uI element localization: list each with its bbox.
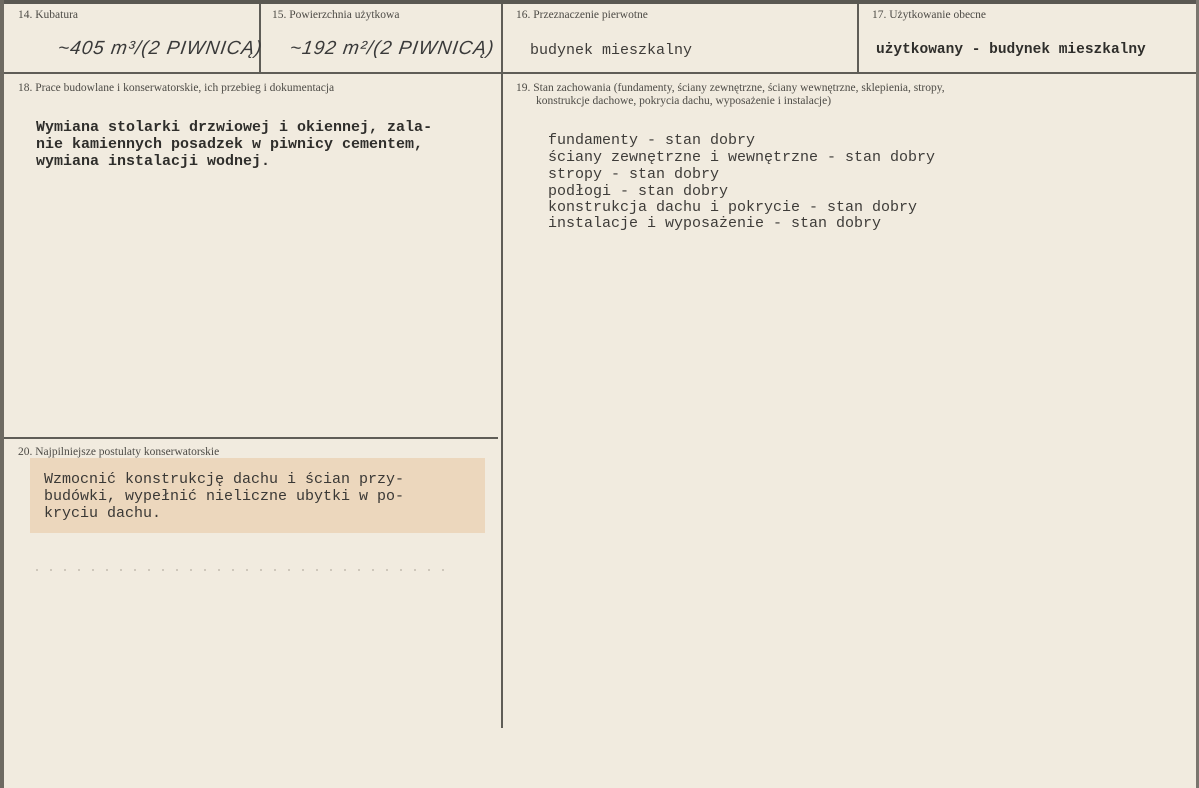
row-divider-18-20 (4, 437, 498, 439)
field-19-line: instalacje i wyposażenie - stan dobry (548, 215, 882, 232)
field-19-label: 19. Stan zachowania (fundamenty, ściany zewnętrzne, ściany wewnętrzne, sklepienia, stropy, (516, 82, 945, 94)
field-20-line: kryciu dachu. (44, 505, 162, 522)
field-17-value: użytkowany - budynek mieszkalny (876, 42, 1146, 58)
field-19-line: fundamenty - stan dobry (548, 132, 756, 149)
field-14-value: ~405 m³/(2 PIWNICĄ) (56, 38, 264, 59)
field-19-line: podłogi - stan dobry (548, 183, 729, 200)
pasted-note-strip (30, 458, 485, 533)
field-18-label: 18. Prace budowlane i konserwatorskie, ich przebieg i dokumentacja (18, 82, 335, 94)
row-divider-top (4, 72, 1196, 74)
field-18-line: Wymiana stolarki drzwiowej i okiennej, zala- (36, 119, 433, 136)
field-19-line: ściany zewnętrzne i wewnętrzne - stan dobry (548, 149, 936, 166)
field-15-label: 15. Powierzchnia użytkowa (272, 9, 400, 21)
field-14-label: 14. Kubatura (18, 9, 79, 21)
ink-specks (30, 568, 450, 572)
top-border (0, 0, 1199, 4)
field-15-value: ~192 m²/(2 PIWNICĄ) (288, 38, 496, 59)
col-divider-16-17 (857, 4, 859, 72)
field-20-label: 20. Najpilniejsze postulaty konserwatorskie (18, 446, 220, 458)
field-20-text (44, 471, 404, 522)
field-16-value: budynek mieszkalny (530, 42, 693, 59)
field-20-line: budówki, wypełnić nieliczne ubytki w po- (44, 488, 405, 505)
col-divider-main (501, 4, 503, 728)
field-16-label: 16. Przeznaczenie pierwotne (516, 9, 648, 21)
field-19-line: konstrukcja dachu i pokrycie - stan dobry (548, 199, 918, 216)
field-20-line: Wzmocnić konstrukcję dachu i ścian przy- (44, 471, 405, 488)
field-17-label: 17. Użytkowanie obecne (872, 9, 987, 21)
field-18-line: wymiana instalacji wodnej. (36, 153, 271, 170)
field-18-line: nie kamiennych posadzek w piwnicy cementem, (36, 136, 424, 153)
field-19-label-continued: konstrukcje dachowe, pokrycia dachu, wyposażenie i instalacje) (536, 95, 832, 107)
field-19-line: stropy - stan dobry (548, 166, 720, 183)
left-border (0, 0, 4, 788)
